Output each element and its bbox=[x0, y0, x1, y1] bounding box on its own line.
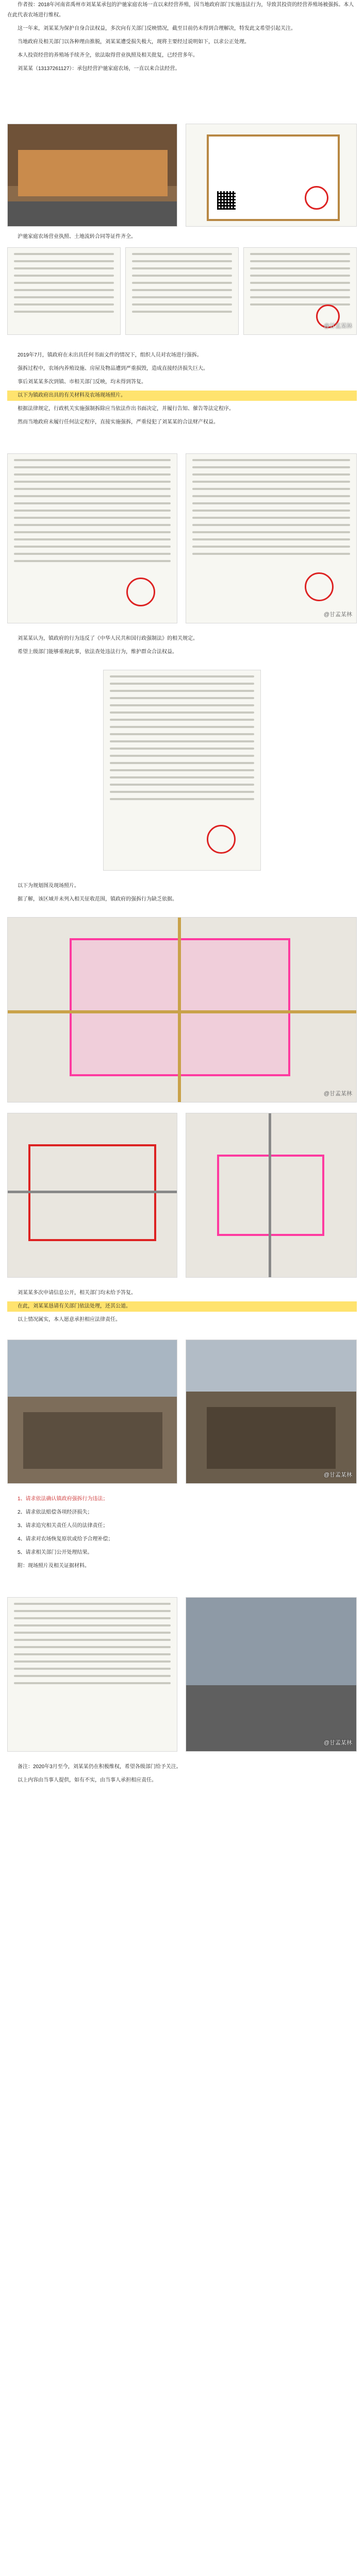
paragraph: 根据法律规定，行政机关实施强制拆除应当依法作出书面决定，并履行告知、催告等法定程序。 bbox=[18, 406, 234, 412]
paragraph: 附：现场照片及相关证据材料。 bbox=[18, 1563, 90, 1569]
qr-code-icon bbox=[217, 191, 236, 210]
paragraph: 这一年来，刘某某为保护自身合法权益，多次向有关部门反映情况，截至目前仍未得到合理解决，特发此文希望引起关注。 bbox=[18, 26, 296, 31]
site-map-photo-2 bbox=[186, 1113, 357, 1278]
watermark: @甘孟某林 bbox=[323, 1740, 352, 1746]
farm-photo bbox=[7, 124, 177, 227]
article-body-4 bbox=[7, 881, 357, 908]
planning-map-photo bbox=[7, 917, 357, 1103]
business-license-photo bbox=[186, 124, 357, 227]
paragraph: 以上内容由当事人提供，如有不实，由当事人承担相应责任。 bbox=[18, 1777, 157, 1783]
approval-doc-photo bbox=[243, 247, 357, 335]
article-body-2 bbox=[7, 350, 357, 431]
paragraph: 据了解，该区域并未列入相关征收范围，镇政府的强拆行为缺乏依据。 bbox=[18, 896, 177, 902]
notice-doc-photo-2 bbox=[186, 453, 357, 623]
paragraph: 沪驰家庭农场营业执照、土地流转合同等证件齐全。 bbox=[18, 234, 136, 240]
road-photo bbox=[186, 1597, 357, 1752]
paragraph: 2019年7月，镇政府在未出具任何书面文件的情况下，组织人员对农场进行强拆。 bbox=[18, 352, 202, 358]
paragraph: 本人投资经营的养殖场手续齐全，依法取得营业执照及相关批复，已经营多年。 bbox=[18, 53, 198, 58]
article-requests bbox=[7, 1494, 357, 1574]
watermark: @甘孟某林 bbox=[323, 612, 352, 618]
request-item: 1、请求依法确认镇政府强拆行为违法； bbox=[18, 1496, 108, 1502]
paragraph: 然而当地政府未履行任何法定程序，直接实施强拆，严重侵犯了刘某某的合法财产权益。 bbox=[18, 419, 219, 425]
article-body-1 bbox=[7, 232, 357, 245]
contract-photo bbox=[7, 247, 121, 335]
article-body-5 bbox=[7, 1288, 357, 1328]
request-item: 2、请求依法赔偿各项经济损失； bbox=[18, 1510, 93, 1515]
article-footer bbox=[7, 1762, 357, 1789]
paragraph: 以上情况属实，本人愿意承担相应法律责任。 bbox=[18, 1317, 121, 1323]
paragraph: 以下为规划图及现场照片。 bbox=[18, 883, 79, 889]
article-intro bbox=[7, 0, 357, 77]
request-item: 5、请求相关部门公开处理结果。 bbox=[18, 1550, 93, 1555]
paragraph: 事后刘某某多次到镇、市相关部门反映，均未得到答复。 bbox=[18, 379, 146, 385]
watermark: @甘孟某林 bbox=[323, 1472, 352, 1478]
paragraph: 刘某某认为，镇政府的行为违反了《中华人民共和国行政强制法》的相关规定。 bbox=[18, 636, 198, 641]
request-item: 3、请求追究相关责任人员的法律责任； bbox=[18, 1523, 108, 1529]
decision-doc-photo bbox=[103, 670, 261, 871]
article-body-3 bbox=[7, 634, 357, 660]
demolition-photo-1 bbox=[7, 1340, 177, 1484]
site-map-photo-1 bbox=[7, 1113, 177, 1278]
demolition-photo-2 bbox=[186, 1340, 357, 1484]
paragraph: 刘某某多次申请信息公开，相关部门均未给予答复。 bbox=[18, 1290, 136, 1296]
notice-doc-photo-1 bbox=[7, 453, 177, 623]
paragraph: 希望上级部门能够重视此事，依法查处违法行为，维护群众合法权益。 bbox=[18, 649, 177, 655]
request-item: 4、请求对农场恢复原状或给予合理补偿； bbox=[18, 1536, 113, 1542]
paragraph: 作者按：2018年河南省禹州市刘某某承包的沪驰家庭农场一直以来经营养殖，因当地政府部门实施违法行为，导致其投资的经营养殖场被强拆。本人在此代表农场进行维权。 bbox=[7, 2, 354, 18]
highlighted-paragraph: 在此，刘某某恳请有关部门依法处理，还其公道。 bbox=[7, 1301, 357, 1312]
certificate-photo bbox=[125, 247, 239, 335]
paragraph: 备注：2020年3月至今，刘某某仍在积极维权，希望各级部门给予关注。 bbox=[18, 1764, 181, 1770]
watermark: @甘孟某林 bbox=[323, 1091, 352, 1097]
paragraph: 当地政府及相关部门以各种理由推脱，刘某某遭受损失极大，现将主要经过说明如下，以求公正处理。 bbox=[18, 39, 250, 45]
highlighted-paragraph: 以下为镇政府出具的有关材料及农场现场照片。 bbox=[7, 391, 357, 401]
paragraph: 强拆过程中，农场内养殖设施、房屋及物品遭到严重损毁，造成直接经济损失巨大。 bbox=[18, 366, 208, 371]
evidence-doc-photo bbox=[7, 1597, 177, 1752]
paragraph: 刘某某（13137261127）：承包经营沪驰家庭农场，一直以来合法经营。 bbox=[18, 66, 180, 72]
watermark: @甘孟某林 bbox=[323, 323, 352, 329]
